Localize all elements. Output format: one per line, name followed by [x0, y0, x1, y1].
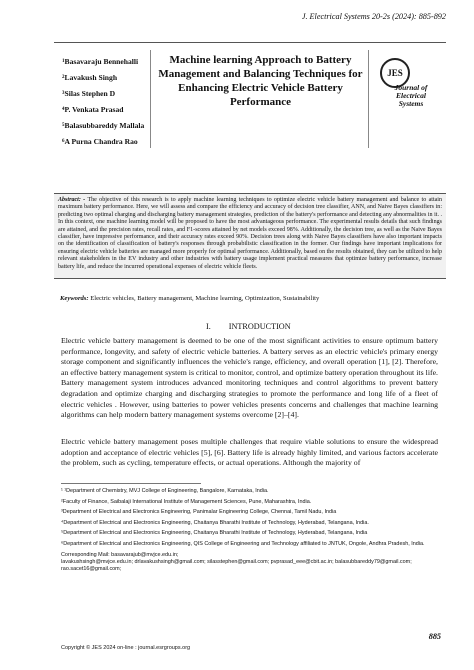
section-number: I.: [206, 322, 211, 331]
footnote: ⁶Department of Electrical and Electronics Engineering, QIS College of Engineering and Technology affiliated to JNTUK, Ongole, Andhra Pradesh, India.: [61, 540, 425, 547]
keywords-text: Electric vehicles, Battery management, Machine learning, Optimization, Sustainability: [90, 295, 320, 302]
author-name: A Purna Chandra Rao: [64, 137, 138, 146]
section-heading: [206, 322, 291, 331]
footnote: ³Department of Electrical and Electronics Engineering, Panimalar Engineering College, Chennai, Tamil Nadu, India: [61, 509, 337, 515]
author-6: [62, 137, 146, 146]
logo-text: Journal of Electrical Systems: [394, 83, 428, 108]
header-rule: [54, 42, 446, 43]
author-name: Balasubbareddy Mallala: [64, 121, 145, 130]
journal-logo: [372, 58, 436, 122]
author-sup: 1: [62, 59, 65, 64]
author-1: [62, 57, 146, 66]
author-5: [62, 121, 146, 130]
abstract-label: Abstract: -: [58, 197, 86, 203]
logo-emblem: JES: [380, 58, 410, 88]
author-sup: 3: [62, 91, 65, 96]
footnote: ⁴Department of Electrical and Electronics Engineering, Chaitanya Bharathi Institute of Technology, Hyderabad, Telangana, India.: [61, 519, 369, 526]
author-2: [62, 73, 146, 82]
author-list: [62, 57, 146, 153]
footnote: ⁵Department of Electrical and Electronics Engineering, Chaitanya Bharathi Institute of Technology, Hyderabad, Telangana, India: [61, 530, 368, 536]
footnote: ²Faculty of Finance, Saibalaji International Institute of Management Sciences, Pune, Maharashtra, India.: [61, 498, 312, 505]
body-paragraph: Electric vehicle battery management poses multiple challenges that require viable solutions to ensure the widespread adoption and acceptance of electric vehicles [5], [6]. Battery life is already highly limited, and various factors accelerate the problem, such as cycling, temperature effects, or actual operations. Although the majority of: [61, 437, 438, 468]
running-head: J. Electrical Systems 20-2s (2024): 885-892: [301, 12, 446, 21]
author-4: [62, 105, 146, 114]
footnote: ¹ ¹Department of Chemistry, MVJ College of Engineering, Bangalore, Karnataka, India.: [61, 488, 269, 494]
corresponding-mail: Corresponding Mail: basavarajub@mvjce.edu.in;: [61, 551, 179, 558]
footnotes: [61, 488, 438, 573]
body-paragraph: Electric vehicle battery management is deemed to be one of the most significant activities to ensure optimum battery performance, longevity, and safety of electric vehicle batteries. A battery serves as an electric vehicle's primary energy storage component and significantly influences the vehicle's range, efficiency, and overall operation [1], [2]. Therefore, an effective battery management system is critical to monitor, control, and optimize battery operation throughout its life. Battery management system introduces advanced monitoring techniques and control algorithms to prevent battery degradation and optimize charging and discharging strategies to promote the performance and long life of a fleet of electric vehicles . However, using batteries to power vehicles presents concerns and challenges that machine learning algorithms can help modern battery management systems overcome [2]–[4].: [61, 336, 438, 420]
section-title: INTRODUCTION: [228, 322, 291, 331]
author-3: [62, 89, 146, 98]
author-name: Lavakush Singh: [64, 73, 118, 82]
author-sup: 5: [62, 123, 65, 128]
footnote-rule: [61, 483, 201, 484]
author-sup: 4: [62, 107, 65, 112]
abstract-text: The objective of this research is to apply machine learning techniques to optimize electric vehicle battery management and balance to attain maximum battery performance. Here, we will assess and compare the efficiency and accuracy of decision tree classifier, ANN, and Naive Bayes classifiers in: predicting two optimal charging and discharging battery management strategies, prediction of the battery's performance and detecting any abnormalities in it. . In this context, one machine learning model will be proposed to have the most advantageous performance. The experimental results details that such findings are attained, and the precision rates, recall rates, and F1-scores attained by net models exceed 98%. Additionally, the decision tree, as well as the Naive Bayes classifier, have impressive performance, and their accuracy rates exceed 90%. Decision trees along with Naive Bayes classifiers have also important impacts on the identification of classification of battery's responses through probabilistic classification in the former. Our findings have important implications for ensuring electric vehicle batteries are managed more properly for optimal performance. Additionally, based on the results obtained, they can be utilized to help relevant stakeholders in the EV industry and other industries with battery usage implement practical measures that optimize battery performance, increase battery life, and reduce the incurred operational expenses of electric vehicle fleets.: [58, 197, 443, 270]
author-sup: 2: [62, 75, 65, 80]
abstract: [54, 193, 446, 279]
author-name: Silas Stephen D: [64, 89, 116, 98]
paper-title: Machine learning Approach to Battery Management and Balancing Techniques for Enhancing Electric Vehicle Battery Performance: [158, 54, 363, 108]
author-name: Basavaraju Bennehalli: [64, 57, 139, 66]
author-sup: 6: [62, 139, 65, 144]
author-emails: lavakushsingh@mvjce.edu.in; drlavakushsingh@gmail.com; silasstephen@gmail.com; pvprasad_eee@cbit.ac.in; balasubbareddy79@gmail.com; rao.sacet16@gmail.com;: [61, 558, 412, 572]
author-name: P. Venkata Prasad: [64, 105, 124, 114]
copyright: Copyright © JES 2024 on-line : journal.esrgroups.org: [61, 645, 191, 651]
page-number: 885: [428, 632, 441, 641]
keywords: [60, 295, 440, 302]
keywords-label: Keywords:: [60, 295, 89, 302]
